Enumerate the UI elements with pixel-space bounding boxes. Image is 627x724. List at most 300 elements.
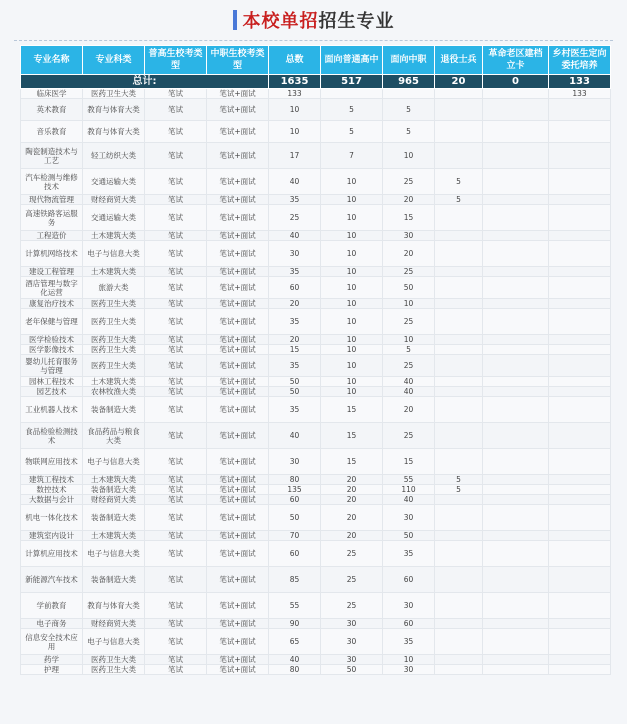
- old-area-quota-cell: [483, 355, 549, 377]
- category-cell: 教育与体育大类: [83, 99, 145, 121]
- general-exam-cell: 笔试: [145, 567, 207, 593]
- vocational-exam-cell: 笔试+面试: [207, 397, 269, 423]
- category-cell: 财经商贸大类: [83, 495, 145, 505]
- veteran-quota-cell: [435, 277, 483, 299]
- general-exam-cell: 笔试: [145, 531, 207, 541]
- table-row: [21, 121, 611, 143]
- title-accent-bar: [233, 10, 237, 30]
- rural-doctor-quota-cell: [549, 485, 611, 495]
- category-cell: 装备制造大类: [83, 485, 145, 495]
- total-cell: 17: [269, 143, 321, 169]
- rural-doctor-quota-cell: [549, 345, 611, 355]
- vocational-exam-cell: 笔试+面试: [207, 387, 269, 397]
- col-header-total: 总数: [269, 46, 321, 75]
- total-value: 133: [549, 75, 611, 89]
- category-cell: 电子与信息大类: [83, 449, 145, 475]
- general-quota-cell: 10: [321, 169, 383, 195]
- general-quota-cell: 10: [321, 267, 383, 277]
- old-area-quota-cell: [483, 531, 549, 541]
- veteran-quota-cell: [435, 99, 483, 121]
- old-area-quota-cell: [483, 89, 549, 99]
- general-exam-cell: 笔试: [145, 345, 207, 355]
- rural-doctor-quota-cell: [549, 423, 611, 449]
- general-exam-cell: 笔试: [145, 423, 207, 449]
- total-cell: 20: [269, 299, 321, 309]
- major-name-cell: 电子商务: [21, 619, 83, 629]
- general-quota-cell: 30: [321, 629, 383, 655]
- col-header-rural-doctor-quota: 乡村医生定向委托培养: [549, 46, 611, 75]
- vocational-quota-cell: 40: [383, 377, 435, 387]
- category-cell: 土木建筑大类: [83, 231, 145, 241]
- general-quota-cell: 20: [321, 485, 383, 495]
- total-row: [21, 75, 611, 89]
- category-cell: 电子与信息大类: [83, 541, 145, 567]
- rural-doctor-quota-cell: [549, 241, 611, 267]
- category-cell: 教育与体育大类: [83, 593, 145, 619]
- vocational-quota-cell: 15: [383, 205, 435, 231]
- veteran-quota-cell: [435, 205, 483, 231]
- rural-doctor-quota-cell: [549, 277, 611, 299]
- old-area-quota-cell: [483, 195, 549, 205]
- vocational-exam-cell: 笔试+面试: [207, 299, 269, 309]
- total-value: 20: [435, 75, 483, 89]
- major-name-cell: 陶瓷制造技术与工艺: [21, 143, 83, 169]
- major-name-cell: 康复治疗技术: [21, 299, 83, 309]
- total-cell: 35: [269, 397, 321, 423]
- general-quota-cell: 10: [321, 355, 383, 377]
- vocational-exam-cell: 笔试+面试: [207, 485, 269, 495]
- table-row: [21, 495, 611, 505]
- vocational-exam-cell: 笔试+面试: [207, 475, 269, 485]
- category-cell: 财经商贸大类: [83, 195, 145, 205]
- category-cell: 交通运输大类: [83, 169, 145, 195]
- category-cell: 土木建筑大类: [83, 267, 145, 277]
- vocational-quota-cell: 30: [383, 593, 435, 619]
- major-name-cell: 机电一体化技术: [21, 505, 83, 531]
- veteran-quota-cell: [435, 567, 483, 593]
- category-cell: 旅游大类: [83, 277, 145, 299]
- general-quota-cell: 10: [321, 231, 383, 241]
- rural-doctor-quota-cell: [549, 449, 611, 475]
- general-quota-cell: 10: [321, 195, 383, 205]
- table-row: [21, 99, 611, 121]
- general-exam-cell: 笔试: [145, 267, 207, 277]
- general-exam-cell: 笔试: [145, 593, 207, 619]
- veteran-quota-cell: [435, 423, 483, 449]
- rural-doctor-quota-cell: [549, 299, 611, 309]
- vocational-quota-cell: 35: [383, 629, 435, 655]
- category-cell: 电子与信息大类: [83, 629, 145, 655]
- table-row: [21, 531, 611, 541]
- vocational-exam-cell: 笔试+面试: [207, 665, 269, 675]
- vocational-quota-cell: 50: [383, 277, 435, 299]
- vocational-exam-cell: 笔试+面试: [207, 495, 269, 505]
- veteran-quota-cell: [435, 377, 483, 387]
- rural-doctor-quota-cell: [549, 335, 611, 345]
- total-cell: 70: [269, 531, 321, 541]
- category-cell: 医药卫生大类: [83, 665, 145, 675]
- general-quota-cell: 30: [321, 655, 383, 665]
- table-row: [21, 505, 611, 531]
- category-cell: 装备制造大类: [83, 567, 145, 593]
- vocational-quota-cell: 5: [383, 121, 435, 143]
- vocational-quota-cell: 25: [383, 309, 435, 335]
- major-name-cell: 园艺技术: [21, 387, 83, 397]
- vocational-quota-cell: 35: [383, 541, 435, 567]
- old-area-quota-cell: [483, 345, 549, 355]
- general-quota-cell: [321, 89, 383, 99]
- rural-doctor-quota-cell: 133: [549, 89, 611, 99]
- category-cell: 装备制造大类: [83, 397, 145, 423]
- total-cell: 40: [269, 231, 321, 241]
- category-cell: 土木建筑大类: [83, 377, 145, 387]
- veteran-quota-cell: [435, 629, 483, 655]
- total-cell: 35: [269, 309, 321, 335]
- general-quota-cell: 20: [321, 475, 383, 485]
- table-row: [21, 335, 611, 345]
- general-exam-cell: 笔试: [145, 143, 207, 169]
- total-value: 0: [483, 75, 549, 89]
- col-header-old-area-quota: 革命老区建档立卡: [483, 46, 549, 75]
- vocational-quota-cell: 25: [383, 423, 435, 449]
- old-area-quota-cell: [483, 299, 549, 309]
- veteran-quota-cell: [435, 335, 483, 345]
- rural-doctor-quota-cell: [549, 377, 611, 387]
- general-exam-cell: 笔试: [145, 619, 207, 629]
- table-row: [21, 377, 611, 387]
- general-exam-cell: 笔试: [145, 335, 207, 345]
- vocational-exam-cell: 笔试+面试: [207, 143, 269, 169]
- general-exam-cell: 笔试: [145, 449, 207, 475]
- rural-doctor-quota-cell: [549, 629, 611, 655]
- general-exam-cell: 笔试: [145, 299, 207, 309]
- general-exam-cell: 笔试: [145, 99, 207, 121]
- general-quota-cell: 20: [321, 531, 383, 541]
- total-cell: 35: [269, 355, 321, 377]
- veteran-quota-cell: 5: [435, 475, 483, 485]
- general-exam-cell: 笔试: [145, 241, 207, 267]
- table-row: [21, 231, 611, 241]
- total-cell: 80: [269, 665, 321, 675]
- vocational-exam-cell: 笔试+面试: [207, 531, 269, 541]
- rural-doctor-quota-cell: [549, 195, 611, 205]
- category-cell: 医药卫生大类: [83, 345, 145, 355]
- old-area-quota-cell: [483, 475, 549, 485]
- table-row: [21, 485, 611, 495]
- general-quota-cell: 10: [321, 309, 383, 335]
- general-exam-cell: 笔试: [145, 629, 207, 655]
- general-exam-cell: 笔试: [145, 655, 207, 665]
- major-name-cell: 信息安全技术应用: [21, 629, 83, 655]
- old-area-quota-cell: [483, 205, 549, 231]
- total-cell: 40: [269, 655, 321, 665]
- vocational-quota-cell: 20: [383, 397, 435, 423]
- general-exam-cell: 笔试: [145, 309, 207, 335]
- category-cell: 医药卫生大类: [83, 299, 145, 309]
- vocational-quota-cell: 30: [383, 665, 435, 675]
- old-area-quota-cell: [483, 567, 549, 593]
- major-name-cell: 食品检验检测技术: [21, 423, 83, 449]
- general-exam-cell: 笔试: [145, 665, 207, 675]
- old-area-quota-cell: [483, 655, 549, 665]
- general-exam-cell: 笔试: [145, 541, 207, 567]
- old-area-quota-cell: [483, 99, 549, 121]
- major-name-cell: 建筑工程技术: [21, 475, 83, 485]
- old-area-quota-cell: [483, 143, 549, 169]
- vocational-quota-cell: 20: [383, 241, 435, 267]
- vocational-exam-cell: 笔试+面试: [207, 121, 269, 143]
- major-name-cell: 英术教育: [21, 99, 83, 121]
- vocational-exam-cell: 笔试+面试: [207, 629, 269, 655]
- enrollment-table: [20, 45, 611, 675]
- vocational-exam-cell: 笔试+面试: [207, 655, 269, 665]
- vocational-quota-cell: 60: [383, 567, 435, 593]
- vocational-quota-cell: 15: [383, 449, 435, 475]
- vocational-quota-cell: 25: [383, 267, 435, 277]
- major-name-cell: 计算机应用技术: [21, 541, 83, 567]
- veteran-quota-cell: [435, 505, 483, 531]
- vocational-exam-cell: 笔试+面试: [207, 377, 269, 387]
- total-label: 总计:: [21, 75, 269, 89]
- total-cell: 10: [269, 121, 321, 143]
- total-cell: 55: [269, 593, 321, 619]
- table-row: [21, 205, 611, 231]
- table-row: [21, 169, 611, 195]
- vocational-exam-cell: 笔试+面试: [207, 169, 269, 195]
- table-row: [21, 195, 611, 205]
- category-cell: 医药卫生大类: [83, 335, 145, 345]
- table-row: [21, 143, 611, 169]
- veteran-quota-cell: [435, 655, 483, 665]
- general-exam-cell: 笔试: [145, 397, 207, 423]
- total-cell: 90: [269, 619, 321, 629]
- veteran-quota-cell: [435, 345, 483, 355]
- total-cell: 40: [269, 169, 321, 195]
- veteran-quota-cell: [435, 143, 483, 169]
- category-cell: 医药卫生大类: [83, 655, 145, 665]
- table-row: [21, 655, 611, 665]
- major-name-cell: 建设工程管理: [21, 267, 83, 277]
- general-quota-cell: 10: [321, 241, 383, 267]
- old-area-quota-cell: [483, 495, 549, 505]
- vocational-quota-cell: 110: [383, 485, 435, 495]
- general-exam-cell: 笔试: [145, 387, 207, 397]
- col-header-general-quota: 面向普通高中: [321, 46, 383, 75]
- rural-doctor-quota-cell: [549, 143, 611, 169]
- total-cell: 40: [269, 423, 321, 449]
- old-area-quota-cell: [483, 241, 549, 267]
- general-exam-cell: 笔试: [145, 205, 207, 231]
- table-row: [21, 241, 611, 267]
- total-cell: 60: [269, 541, 321, 567]
- old-area-quota-cell: [483, 593, 549, 619]
- total-cell: 30: [269, 449, 321, 475]
- general-exam-cell: 笔试: [145, 495, 207, 505]
- rural-doctor-quota-cell: [549, 355, 611, 377]
- general-quota-cell: 20: [321, 505, 383, 531]
- total-cell: 10: [269, 99, 321, 121]
- general-exam-cell: 笔试: [145, 485, 207, 495]
- table-row: [21, 309, 611, 335]
- rural-doctor-quota-cell: [549, 267, 611, 277]
- vocational-exam-cell: 笔试+面试: [207, 241, 269, 267]
- general-quota-cell: 15: [321, 449, 383, 475]
- vocational-exam-cell: 笔试+面试: [207, 195, 269, 205]
- vocational-quota-cell: 10: [383, 655, 435, 665]
- vocational-quota-cell: 50: [383, 531, 435, 541]
- vocational-exam-cell: 笔试+面试: [207, 619, 269, 629]
- rural-doctor-quota-cell: [549, 121, 611, 143]
- general-quota-cell: 10: [321, 345, 383, 355]
- vocational-exam-cell: 笔试+面试: [207, 541, 269, 567]
- total-value: 517: [321, 75, 383, 89]
- general-quota-cell: 10: [321, 377, 383, 387]
- veteran-quota-cell: [435, 299, 483, 309]
- table-row: [21, 619, 611, 629]
- category-cell: 食品药品与粮食大类: [83, 423, 145, 449]
- major-name-cell: 数控技术: [21, 485, 83, 495]
- vocational-exam-cell: 笔试+面试: [207, 205, 269, 231]
- category-cell: 装备制造大类: [83, 505, 145, 531]
- general-exam-cell: 笔试: [145, 231, 207, 241]
- general-exam-cell: 笔试: [145, 277, 207, 299]
- table-row: [21, 593, 611, 619]
- rural-doctor-quota-cell: [549, 231, 611, 241]
- rural-doctor-quota-cell: [549, 205, 611, 231]
- general-quota-cell: 10: [321, 299, 383, 309]
- vocational-quota-cell: 30: [383, 231, 435, 241]
- vocational-exam-cell: 笔试+面试: [207, 423, 269, 449]
- general-quota-cell: 25: [321, 541, 383, 567]
- total-cell: 50: [269, 377, 321, 387]
- rural-doctor-quota-cell: [549, 593, 611, 619]
- category-cell: 医药卫生大类: [83, 309, 145, 335]
- veteran-quota-cell: [435, 449, 483, 475]
- veteran-quota-cell: [435, 531, 483, 541]
- vocational-quota-cell: 30: [383, 505, 435, 531]
- old-area-quota-cell: [483, 335, 549, 345]
- general-exam-cell: 笔试: [145, 121, 207, 143]
- general-quota-cell: 5: [321, 121, 383, 143]
- category-cell: 土木建筑大类: [83, 531, 145, 541]
- old-area-quota-cell: [483, 267, 549, 277]
- table-row: [21, 475, 611, 485]
- old-area-quota-cell: [483, 231, 549, 241]
- table-row: [21, 387, 611, 397]
- vocational-quota-cell: 40: [383, 387, 435, 397]
- veteran-quota-cell: [435, 267, 483, 277]
- major-name-cell: 临床医学: [21, 89, 83, 99]
- vocational-quota-cell: 5: [383, 345, 435, 355]
- table-row: [21, 449, 611, 475]
- general-quota-cell: 50: [321, 665, 383, 675]
- vocational-exam-cell: 笔试+面试: [207, 505, 269, 531]
- table-row: [21, 541, 611, 567]
- major-name-cell: 医学影像技术: [21, 345, 83, 355]
- vocational-quota-cell: 25: [383, 169, 435, 195]
- vocational-exam-cell: 笔试+面试: [207, 449, 269, 475]
- major-name-cell: 护理: [21, 665, 83, 675]
- total-cell: 35: [269, 267, 321, 277]
- major-name-cell: 大数据与会计: [21, 495, 83, 505]
- major-name-cell: 计算机网络技术: [21, 241, 83, 267]
- old-area-quota-cell: [483, 397, 549, 423]
- vocational-quota-cell: 20: [383, 195, 435, 205]
- vocational-exam-cell: 笔试+面试: [207, 277, 269, 299]
- category-cell: 土木建筑大类: [83, 475, 145, 485]
- page-title: [243, 7, 395, 33]
- veteran-quota-cell: [435, 387, 483, 397]
- category-cell: 电子与信息大类: [83, 241, 145, 267]
- vocational-exam-cell: 笔试+面试: [207, 267, 269, 277]
- col-header-major: 专业名称: [21, 46, 83, 75]
- veteran-quota-cell: 5: [435, 195, 483, 205]
- total-cell: 80: [269, 475, 321, 485]
- page-title-highlight: 本校单招: [242, 11, 319, 32]
- table-row: [21, 345, 611, 355]
- veteran-quota-cell: [435, 355, 483, 377]
- vocational-exam-cell: 笔试+面试: [207, 309, 269, 335]
- table-row: [21, 89, 611, 99]
- total-cell: 20: [269, 335, 321, 345]
- old-area-quota-cell: [483, 423, 549, 449]
- old-area-quota-cell: [483, 121, 549, 143]
- general-exam-cell: 笔试: [145, 505, 207, 531]
- rural-doctor-quota-cell: [549, 495, 611, 505]
- total-cell: 15: [269, 345, 321, 355]
- major-name-cell: 高速铁路客运服务: [21, 205, 83, 231]
- rural-doctor-quota-cell: [549, 169, 611, 195]
- general-exam-cell: 笔试: [145, 89, 207, 99]
- general-quota-cell: 25: [321, 593, 383, 619]
- total-value: 965: [383, 75, 435, 89]
- veteran-quota-cell: [435, 495, 483, 505]
- vocational-quota-cell: 5: [383, 99, 435, 121]
- veteran-quota-cell: 5: [435, 485, 483, 495]
- vocational-quota-cell: 10: [383, 335, 435, 345]
- rural-doctor-quota-cell: [549, 475, 611, 485]
- col-header-vocational-exam: 中职生校考类型: [207, 46, 269, 75]
- total-cell: 35: [269, 195, 321, 205]
- major-name-cell: 学前教育: [21, 593, 83, 619]
- general-quota-cell: 15: [321, 423, 383, 449]
- rural-doctor-quota-cell: [549, 567, 611, 593]
- page-header: [0, 0, 627, 40]
- major-name-cell: 现代物流管理: [21, 195, 83, 205]
- vocational-quota-cell: [383, 89, 435, 99]
- vocational-exam-cell: 笔试+面试: [207, 231, 269, 241]
- old-area-quota-cell: [483, 309, 549, 335]
- general-exam-cell: 笔试: [145, 377, 207, 387]
- vocational-exam-cell: 笔试+面试: [207, 593, 269, 619]
- old-area-quota-cell: [483, 277, 549, 299]
- vocational-quota-cell: 60: [383, 619, 435, 629]
- old-area-quota-cell: [483, 485, 549, 495]
- major-name-cell: 酒店管理与数字化运营: [21, 277, 83, 299]
- major-name-cell: 园林工程技术: [21, 377, 83, 387]
- total-cell: 60: [269, 277, 321, 299]
- veteran-quota-cell: 5: [435, 169, 483, 195]
- general-quota-cell: 10: [321, 277, 383, 299]
- rural-doctor-quota-cell: [549, 665, 611, 675]
- col-header-vocational-quota: 面向中职: [383, 46, 435, 75]
- col-header-category: 专业科类: [83, 46, 145, 75]
- old-area-quota-cell: [483, 629, 549, 655]
- general-exam-cell: 笔试: [145, 355, 207, 377]
- table-row: [21, 267, 611, 277]
- major-name-cell: 药学: [21, 655, 83, 665]
- category-cell: 医药卫生大类: [83, 89, 145, 99]
